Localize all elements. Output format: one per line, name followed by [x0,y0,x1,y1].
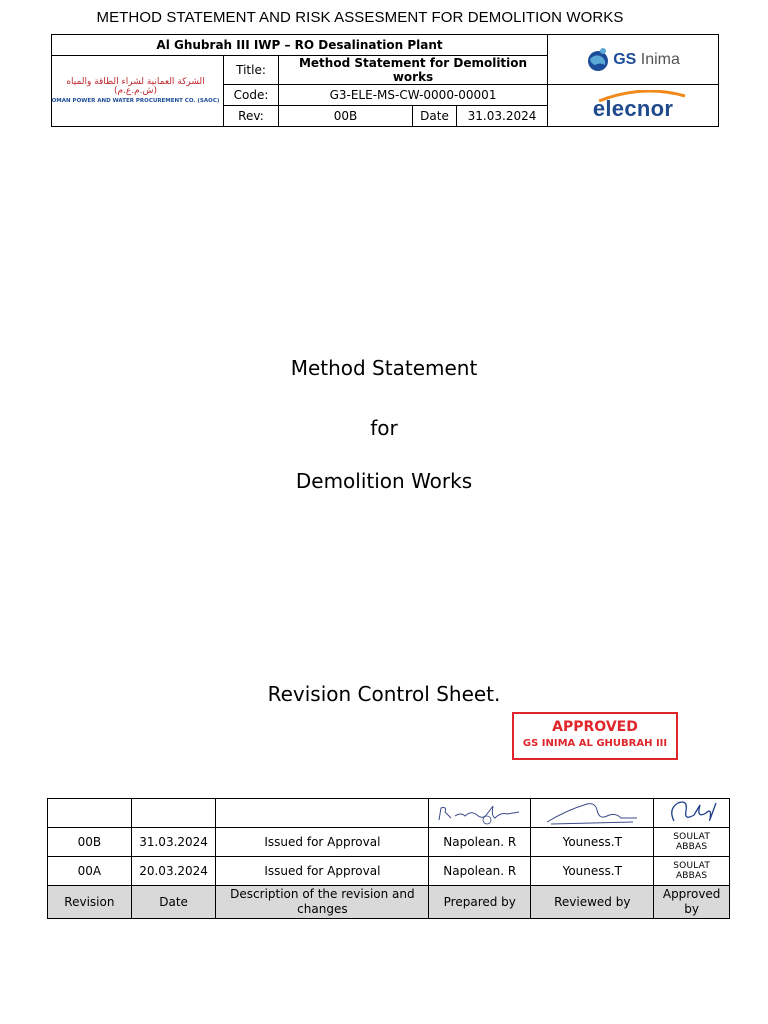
approved-by-cell: SOULAT ABBAS [654,828,729,856]
cover-title-line-1: Method Statement [290,356,478,380]
date-label: Date [132,886,216,918]
elecnor-logo-cell [548,85,719,127]
reviewed-signature [531,799,653,827]
elecnor-arc-icon [597,90,687,102]
revision-table [47,798,730,919]
globe-icon [586,47,610,73]
date-cell: 31.03.2024 [132,828,216,856]
title-label: Title: [224,56,279,85]
revision-control-heading: Revision Control Sheet. [267,682,501,706]
stamp-company: GS INIMA AL GHUBRAH III [522,738,668,749]
table-cell [48,799,131,827]
signature-row [48,799,729,827]
gs-inima-logo: GS Inima [548,47,718,73]
cover-title-line-3: Demolition Works [295,469,473,493]
description-cell: Issued for Approval [216,828,428,856]
code-value: G3-ELE-MS-CW-0000-00001 [279,85,548,106]
table-row [48,857,729,885]
table-row [48,828,729,856]
document-heading: METHOD STATEMENT AND RISK ASSESMENT FOR DEMOLITION WORKS [96,9,624,26]
description-cell: Issued for Approval [216,857,428,885]
gs-inima-logo-cell [548,35,719,85]
approved-by-cell: SOULAT ABBAS [654,857,729,885]
document-header-table [51,34,719,127]
rev-label: Rev: [224,106,279,127]
elecnor-logo: elecnor [593,90,673,122]
revision-cell: 00B [48,828,131,856]
description-label: Description of the revision and changes [216,886,428,918]
date-label: Date [413,106,457,127]
title-value: Method Statement for Demolition works [279,56,548,85]
label-row [48,886,729,918]
reviewed-by-cell: Youness.T [531,857,653,885]
client-logo-cell [52,56,224,127]
signature-icon [660,799,724,827]
prepared-signature [429,799,530,827]
rev-value: 00B [279,106,413,127]
client-logo: الشركة العمانية لشراء الطاقة والمياه (ش.م.ع.م) OMAN POWER AND WATER PROCUREMENT CO. (SAOC) [52,76,223,106]
prepared-by-cell: Napolean. R [429,828,530,856]
approved-stamp [512,712,678,760]
approved-by-label: Approved by [654,886,729,918]
code-label: Code: [224,85,279,106]
project-title: Al Ghubrah III IWP – RO Desalination Plant [52,35,548,56]
stamp-status: APPROVED [552,719,638,735]
reviewed-by-label: Reviewed by [531,886,653,918]
revision-cell: 00A [48,857,131,885]
revision-label: Revision [48,886,131,918]
table-cell [132,799,216,827]
prepared-by-label: Prepared by [429,886,530,918]
prepared-by-cell: Napolean. R [429,857,530,885]
table-cell [216,799,428,827]
reviewed-by-cell: Youness.T [531,828,653,856]
cover-title-line-2: for [370,416,398,440]
signature-icon [435,800,525,826]
approved-signature [654,799,729,827]
signature-icon [537,800,647,826]
date-value: 31.03.2024 [457,106,548,127]
date-cell: 20.03.2024 [132,857,216,885]
